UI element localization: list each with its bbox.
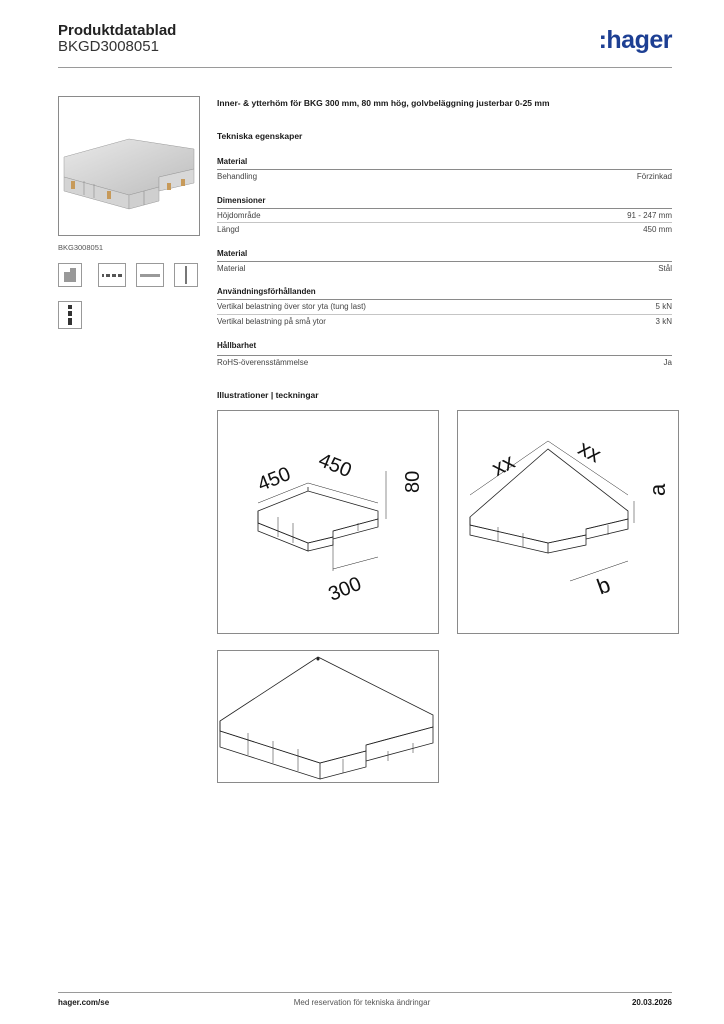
thumbnail-4[interactable] bbox=[174, 263, 198, 287]
thumbnail-image-icon bbox=[137, 264, 163, 286]
svg-text:xx: xx bbox=[487, 448, 519, 481]
thumbnail-3[interactable] bbox=[136, 263, 164, 287]
svg-text:80: 80 bbox=[402, 470, 424, 493]
spec-row: Längd 450 mm bbox=[217, 222, 672, 236]
header-divider bbox=[58, 67, 672, 68]
svg-text:450: 450 bbox=[254, 462, 294, 496]
page-title: Produktdatablad bbox=[58, 22, 177, 39]
svg-text:300: 300 bbox=[325, 572, 365, 606]
spec-row: RoHS-överensstämmelse Ja bbox=[217, 355, 672, 369]
spec-group-title: Material bbox=[217, 157, 248, 166]
spec-row: Vertikal belastning över stor yta (tung last) 5 kN bbox=[217, 299, 672, 313]
technical-drawing-1[interactable] bbox=[217, 410, 439, 634]
drawing-outline-icon bbox=[218, 651, 438, 782]
spec-group-title: Dimensioner bbox=[217, 196, 266, 205]
technical-drawing-2[interactable] bbox=[457, 410, 679, 634]
product-photo-icon bbox=[59, 97, 199, 235]
drawing-dimensions-icon bbox=[218, 411, 438, 633]
svg-text:b: b bbox=[593, 571, 614, 600]
product-image[interactable] bbox=[58, 96, 200, 236]
thumbnail-2[interactable] bbox=[98, 263, 126, 287]
thumbnail-image-icon bbox=[175, 264, 197, 286]
product-description: Inner- & ytterhöm för BKG 300 mm, 80 mm hög, golvbeläggning justerbar 0-25 mm bbox=[217, 98, 550, 108]
specs-heading: Tekniska egenskaper bbox=[217, 131, 303, 141]
thumbnail-image-icon bbox=[59, 302, 81, 328]
thumbnail-1[interactable] bbox=[58, 263, 82, 287]
drawing-dimensions-icon bbox=[458, 411, 678, 633]
footer-divider bbox=[58, 992, 672, 993]
svg-text:xx: xx bbox=[574, 435, 606, 468]
image-caption: BKG3008051 bbox=[58, 243, 104, 252]
spec-row: Vertikal belastning på små ytor 3 kN bbox=[217, 314, 672, 328]
spec-row: Behandling Förzinkad bbox=[217, 169, 672, 183]
svg-text:a: a bbox=[645, 483, 670, 496]
spec-group-title: Hållbarhet bbox=[217, 341, 257, 350]
svg-text:450: 450 bbox=[315, 449, 355, 483]
hager-logo: :hager bbox=[598, 26, 672, 54]
thumbnail-image-icon bbox=[59, 264, 81, 286]
footer-website-link[interactable]: hager.com/se bbox=[58, 998, 110, 1007]
thumbnail-image-icon bbox=[99, 264, 125, 286]
spec-group-title: Användningsförhållanden bbox=[217, 287, 316, 296]
spec-row: Höjdområde 91 - 247 mm bbox=[217, 208, 672, 222]
spec-row: Material Stål bbox=[217, 261, 672, 275]
footer-note: Med reservation för tekniska ändringar bbox=[293, 998, 431, 1007]
illustrations-heading: Illustrationer | teckningar bbox=[217, 390, 319, 400]
product-code: BKGD3008051 bbox=[58, 38, 159, 55]
thumbnail-5[interactable] bbox=[58, 301, 82, 329]
technical-drawing-3[interactable] bbox=[217, 650, 439, 783]
spec-group-title: Material bbox=[217, 249, 248, 258]
footer-date: 20.03.2026 bbox=[631, 998, 672, 1007]
